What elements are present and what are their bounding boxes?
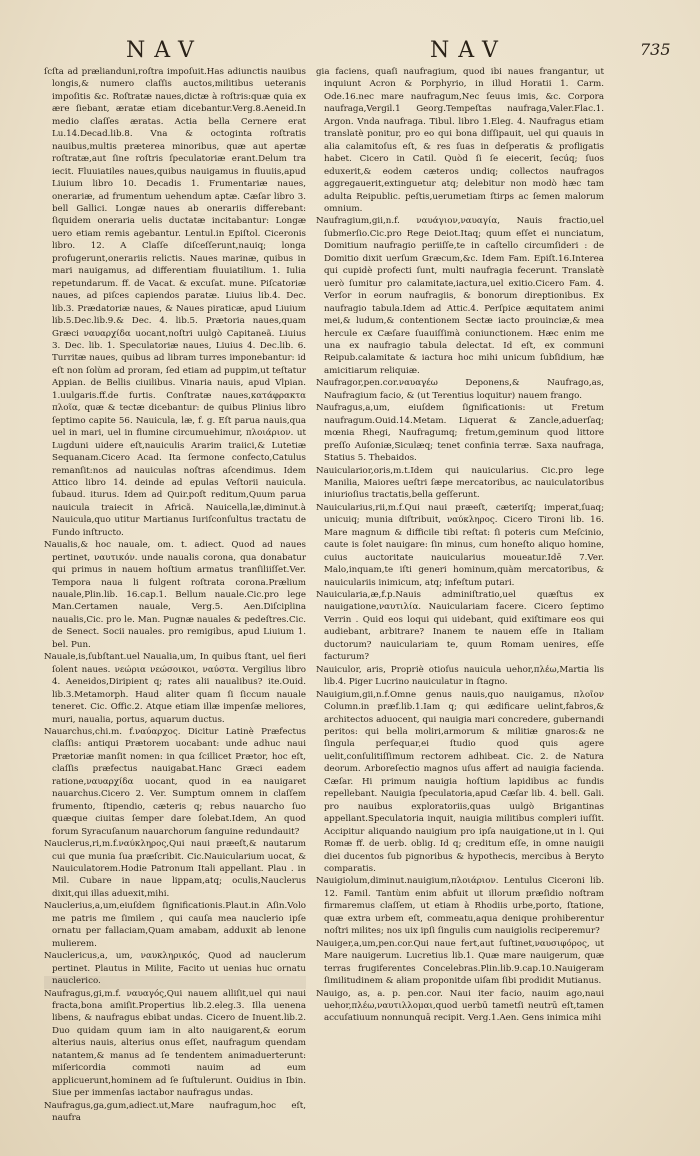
entry-paragraph: Naualis,& hoc nauale, om. t. adiect. Quod ad naues pertinet, ναυτικόν. unde naualis corona, qua donabatur qui primus in nauem hoſtium armatus tranſiliiſſet.Ver. Tempora naua li fulgent roſtrata corona.Prælium nauale,Plin.lib. 16.cap.1. Bellum nauale.Cic.pro lege Man.Certamen nauale, Verg.5. Aen.Diſciplina naualis,Cic. pro le. Man. Pugnæ nauales & pedeſtres.Cic. de Senect. Socii nauales. pro remigibus, apud Liuium 1. bel. Pun.: [44, 540, 306, 650]
entry-paragraph: Nauclericus,a, um, ναυκληρικός, Quod ad nauclerum pertinet. Plautus in Milite, Facito ut uenias huc ornatu nauclerico.: [44, 951, 306, 987]
entry-paragraph: Nauale,is,ſubſtant.uel Naualia,um, In quibus ſtant, uel fieri ſolent naues. νεώρια νεώσοικοι, ναύστα. Vergilius libro 4. Aeneidos,Diripient q; rates alii naualibus? ite.Ouid. lib.3.Metamorph. Haud aliter quam ſi ſiccum nauale teneret. Cic. Offic.2. Atque etiam illæ impenſæ meliores, muri, naualia, portus, aquarum ductus.: [44, 652, 306, 725]
entry-paragraph: gia faciens, quaſi naufragium, quod ibi naues frangantur, ut inquiunt Acron & Porphyrio, in illud Horatii 1. Carm. Ode.16.nec mare naufragum,Nec ſeuus imis, &c. Corpora naufraga,Vergil.1 Georg.Tempeſtas naufraga,Valer.Flac.1. Argon. Vnda naufraga. Tibul. libro 1.Eleg. 4. Naufragus etiam translatè ponitur, pro eo qui bona diſſipauit, uel qui quauis in alia calamitoſus eſt, & res ſuas in deſperatis & profligatis habet. Cicero in Catil. Quòd ſi ſe eiecerit, ſecúq; ſuos eduxerit,& eodem cæteros undiq; collectos naufragos aggregauerit,extinguetur atq; delebitur non modò hæc tam adulta Reipublic. peſtis,uerumetiam ſtirps ac ſemen malorum omnium.: [316, 67, 604, 214]
header-right-title: NAV: [430, 38, 507, 63]
entry-paragraph: Naufragor,pen.cor.ναυαγέω Deponens,& Naufrago,as, Naufragium facio, & (ut Terentius loquitur) nauem frango.: [316, 378, 604, 401]
entry-paragraph: Nauclerius,a,um,eiuſdem ſignificationis.Plaut.in Aſin.Volo me patris me ſimilem , qui cauſa mea nauclerio ipſe ornatu per fallaciam,Quam amabam, adduxit ab lenone mulierem.: [44, 901, 306, 949]
entry-paragraph: Naufragus,a,um, eiuſdem ſignificationis: ut Fretum naufragum.Ouid.14.Metam. Liquerat & Zancle,aduerſaq; mœnia Rhegi, Naufragumq; fretum,geminum quod littore preſſo Auſoniæ,Siculæq; tenet confinia terræ. Saxa naufraga, Statius 5. Thebaidos.: [316, 403, 604, 464]
right-column: [316, 66, 604, 1025]
entry-paragraph: Nauicularior,oris,m.t.Idem qui nauicularius. Cic.pro lege Manilia, Maiores ueſtri ſæpe mercatoribus, ac nauiculatoribus iniurioſius tractatis,bella geſſerunt.: [316, 465, 604, 501]
entry-paragraph: Nauclerus,ri,m.f.ναύκληρος,Qui naui præeſt,& nautarum cui que munia ſua præſcribit. Cic.Nauicularium uocat, & Nauiculatorem.Hodie Patronum Itali appellant. Plau . in Mil. Cubare in naue lippam,atq; oculis,Nauclerus dixit,qui illas aduexit,mihi.: [44, 839, 306, 899]
entry-paragraph: Naufragus,gi,m.f. ναυαγός,Qui nauem alliſit,uel qui naui fracta,bona amiſit.Propertius lib.2.eleg.3. Illa uenena libens, & naufragus ebibat undas. Cicero de Inuent.lib.2. Duo quidam quum iam in alto nauigarent,& eorum alterius nauis, alterius onus eſſet, naufragum quendam natantem,& manus ad ſe tendentem animaduerterunt: miſericordia commoti nauim ad eum applicuerunt,hominem ad ſe ſuſtulerunt. Ouidius in Ibin. Siue per immenſas iactabor naufragus undas.: [44, 988, 306, 1099]
left-column: [44, 66, 306, 1125]
running-header: [0, 38, 700, 68]
entry-paragraph: Nauiculor, aris, Propriè otioſus nauicula uehor,πλέω,Martia lis lib.4. Piger Lucrino nauiculatur in ſtagno.: [316, 664, 604, 688]
entry-paragraph: Nauicularius,rii,m.f.Qui naui præeſt, cæteriſq; imperat,ſuaq; unicuiq; munia diſtribuit, ναύκληρος. Cicero Tironi lib. 16. Mare magnum & difficile tibi reſtat: ſi poteris cum Meſcinio, caute is ſolet nauigare: ſin minus, cum honeſto aliquo homine, cuius auctoritate nauicularius moueatur.Idē 7.Ver. Malo,inquam,te iſti generi hominum,quàm mercatoribus, & nauiculariis inimicum, atq; infeſtum putari.: [316, 502, 604, 588]
header-left-title: NAV: [126, 38, 203, 63]
entry-paragraph: Nauigo, as, a. p. pen.cor. Naui iter facio, nauim ago,naui uehor,πλέω,ναυτιλλομαι,quod uerbū tametſi neutrū eſt,tamen accuſatiuum nonnunquā recipit. Verg.1.Aen. Gens inimica mihi: [316, 988, 604, 1024]
entry-paragraph: Nauiger,a,um,pen.cor.Qui naue fert,aut ſuſtinet,ναυσιφόρος, ut Mare nauigerum. Lucretius lib.1. Quæ mare nauigerum, quæ terras frugiferentes Concelebras.Plin.lib.9.cap.10.Nauigeram ſimilitudinem & aliam proponitde uiſam ſibi prodidit Mutianus.: [316, 938, 604, 987]
blank-bottom-margin: [0, 1000, 700, 1156]
entry-paragraph: Nauicularia,æ,f.p.Nauis adminiſtratio,uel quæſtus ex nauigatione,ναυτιλία. Nauiculariam facere. Cicero ſeptimo Verrin . Quid eos loqui qui uidebant, quid exiſtimare eos qui audiebant, arbitrare? Inanem te nauem eſſe in Italiam ductorum? nauiculariam te, quum Romam uenires, eſſe facturum?: [316, 590, 604, 663]
entry-paragraph: Naufragus,ga,gum,adiect.ut,Mare naufragum,hoc eſt, naufra: [44, 1100, 306, 1124]
page-number: 735: [640, 40, 671, 59]
entry-paragraph: Nauarchus,chi.m. f.ναύαρχος. Dicitur Latinè Præfectus claſſis: antiqui Prætorem uocabant: unde adhuc naui Prætoriæ manſit nomen: in qua ſcillicet Prætor, hoc eſt, claſſis præfectus nauigabat.Hanc Græci eadem ratione,ναυαρχίδα uocant, quod in ea nauigaret nauarchus.Cicero 2. Ver. Sumptum omnem in claſſem frumento, ſtipendio, cæteris q; rebus nauarcho ſuo quæque ciuitas ſemper dare ſolebat.Idem, An quod forum Syracuſanum nauarchorum ſanguine redundauit?: [44, 727, 306, 837]
entry-paragraph: ſcſta ad prælianduni,roſtra impoſuit.Has adiunctis nauibus longis,& numero claſſis auctos,militibus ueteranis impoſitis &c. Roſtratæ naues,dictæ à roſtris:quæ quia ex ære ſiebant, æratæ etiam dicebantur.Verg.8.Aeneid.In medio claſſes æratas. Actia bella Cernere erat Lu.14.Decad.lib.8. Vna & octoginta roſtratis nauibus,multis præterea minoribus, quæ aut apertæ roſtratæ,aut ſine roſtris ſpeculatoriæ erant.Delum tra iecit. Fluuiatiles naues,quibus nauigamus in fluuiis,apud Liuium libro 10. Decadis 1. Frumentariæ naues, onerariæ, ad frumentum uehendum aptæ. Cæſar libro 3. bell Gallici. Longæ naues ab onerariis differebant: ſiquidem oneraria uelis ductatæ incitabantur: Longæ uero etiam remis agebantur. Lentul.in Epiſtol. Ciceronis libro. 12. A Claſſe diſceſſerunt,nauiq; longa profugerunt,onerariis relictis. Naues marinæ, quibus in mari nauigamus, ad differentiam fluuiatilium. 1. Iulia repetundarum. ff. de Vacat. & excuſat. mune. Piſcatoriæ naues, ad piſces capiendos paratæ. Liuius lib.4. Dec. lib.3. Prædatoriæ naues, & Naues piraticæ, apud Liuium lib.5.Dec.lib.9.& Dec. 4. lib.5. Prætoria naues,quam Græci ναυαρχίδα uocant,noſtri uulgò Capitaneã. Liuius 3. Dec. lib. 1. Speculatoriæ naues, Liuius 4. Dec.lib. 6. Turritæ naues, quibus ad libram turres imponebantur: id eſt non ſolùm ad proram, ſed etiam ad puppim,ut teſtatur Appian. de Bellis ciuilibus. Vinaria nauis, apud Vlpian. 1.uulgaris.ff.de furtis. Conſtratæ naues,κατάφρακτα πλοῖα, quæ & tectæ dicebantur: de quibus Plinius libro ſeptimo capite 56. Nauicula, læ, f. g. Eſt parua nauis,qua uel in mari, uel in flumine circumuehimur, πλοιάριον. ut Lugduni uidere eſt,nauiculis Ararim traiici,& Lutetiæ Sequanam.Cicero Acad. Ita ſermone confecto,Catulus remanſit:nos ad nauiculas noſtras aſcendimus. Idem Attico libro 14. deinde ad epulas Veſtorii nauicula. ſubaud. iturus. Idem ad Quir.poſt reditum,Quum parua nauicula traiecit in Africã. Nauicella,læ,diminut.à Nauicula,quo utitur Martianus Iuriſconſultus tractatu de Fundo inſtructo.: [44, 67, 306, 538]
entry-paragraph: Naufragium,gii,n.f. ναυάγιον,ναυαγία, Nauis fractio,uel ſubmerſio.Cic.pro Rege Deiot.Itaq; quum eſſet ei nunciatum, Domitium naufragio periiſſe,te in caſtello circumſideri : de Domitio dixit uerſum Græcum,&c. Idem Fam. Epiſt.16.Interea qui cupidè profecti ſunt, multi naufragia fecerunt. Translatè uerò ſumitur pro calamitate,iactura,uel exitio.Cicero Fam. 4. Verſor in eorum naufragiis, & bonorum direptionibus. Ex naufragio tabula.Idem ad Attic.4. Perſpice æquitatem animi mei,& ludum,& contentionem Sectæ iacto prouinciæ,& mea hercule ex Cæſare ſuauiſſimà coniunctionem. Hæc enim me una ex naufragio tabula delectat. Id eſt, ex communi Reipub.calamitate & iactura hoc mihi unicum ſubſidium, hæ amicitiarum reliquiæ.: [316, 216, 604, 376]
entry-paragraph: Nauigiolum,diminut.nauigium,πλοιάριον. Lentulus Ciceroni lib. 12. Famil. Tantùm enim abfuit ut illorum præſidio noſtram firmaremus claſſem, ut etiam à Rhodiis urbe,porto, ſtatione, quæ extra urbem eſt, commeatu,aqua denique prohiberentur noſtri milites; nos uix ipſi ſingulis cum nauigiolis reciperemur?: [316, 876, 604, 937]
entry-paragraph: Nauigium,gii,n.f.Omne genus nauis,quo nauigamus, πλοῖον Column.in præf.lib.1.Iam q; qui ædificare uelint,fabros,& architectos aduocent, qui nauigia mari concredere, gubernandi peritos: qui bella moliri,armorum & militiæ gnaros:& ne ſingula perſequar,ei ſtudio quod quis agere uelit,conſulitiſſimum rectorem adhibeat. Cic. 2. de Natura deorum. Arboreſectio magnos uſus affert ad nauigia facienda. Cæſar. Hi primum nauigia hoſtium lapidibus ac fundis repellebant. Nauigia ſpeculatoria,apud Cæſar lib. 4. bell. Gali. pro nauibus exploratoriis,quas uulgò Brigantinas appellant.Speculatoria inquit, nauigia militibus compleri iuſſit. Accipitur aliquando nauigium pro ipſa nauigatione,ut in l. Qui Romæ ff. de uerb. oblig. Id q; creditum eſſe, in omne nauigii diei ducentos ſub pignoribus & hypothecis, mercibus à Beryto comparatis.: [316, 689, 604, 874]
